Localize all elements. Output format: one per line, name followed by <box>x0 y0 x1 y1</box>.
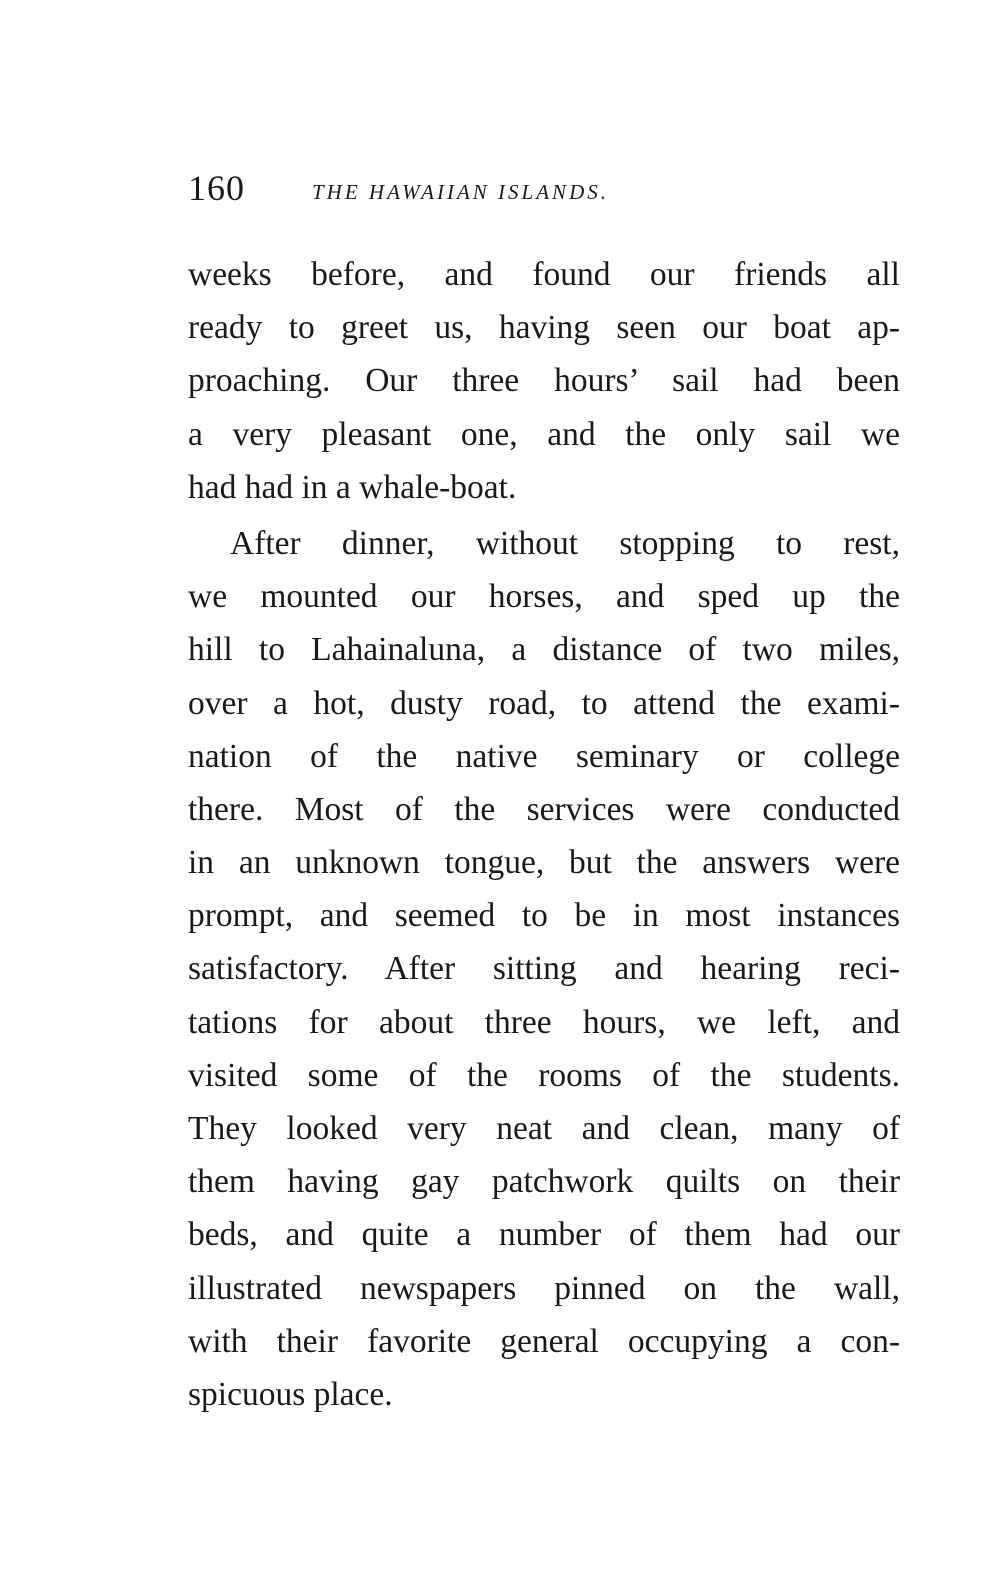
text-line: with their favorite general occupying a con- <box>188 1322 900 1360</box>
text-line: a very pleasant one, and the only sail we <box>188 415 900 453</box>
text-line: them having gay patchwork quilts on their <box>188 1163 900 1201</box>
text-line: proaching. Our three hours’ sail had been <box>188 362 900 400</box>
paragraph-1 <box>188 248 900 514</box>
text-line: there. Most of the services were conducted <box>188 790 900 828</box>
text-line: hill to Lahainaluna, a distance of two miles, <box>188 631 900 669</box>
text-line: nation of the native seminary or college <box>188 737 900 775</box>
running-title: THE HAWAIIAN ISLANDS. <box>312 180 609 204</box>
text-line: tations for about three hours, we left, and <box>188 1003 900 1041</box>
page-number: 160 <box>188 168 245 208</box>
text-line: prompt, and seemed to be in most instances <box>188 897 900 935</box>
text-line: beds, and quite a number of them had our <box>188 1216 900 1254</box>
text-line: weeks before, and found our friends all <box>188 256 900 293</box>
text-line: They looked very neat and clean, many of <box>188 1110 900 1147</box>
text-line: satisfactory. After sitting and hearing reci- <box>188 950 900 988</box>
text-line: in an unknown tongue, but the answers were <box>188 844 900 882</box>
text-line: visited some of the rooms of the students. <box>188 1056 900 1094</box>
body-text <box>188 248 900 1421</box>
text-line: spicuous place. <box>188 1375 393 1413</box>
text-line: illustrated newspapers pinned on the wall, <box>188 1269 900 1307</box>
running-head <box>188 166 908 210</box>
paragraph-2 <box>188 517 900 1421</box>
text-line: we mounted our horses, and sped up the <box>188 578 900 616</box>
text-line: ready to greet us, having seen our boat ap- <box>188 309 900 347</box>
text-line: After dinner, without stopping to rest, <box>230 524 900 562</box>
text-line: over a hot, dusty road, to attend the exami- <box>188 684 900 722</box>
text-line: had had in a whale-boat. <box>188 468 517 506</box>
